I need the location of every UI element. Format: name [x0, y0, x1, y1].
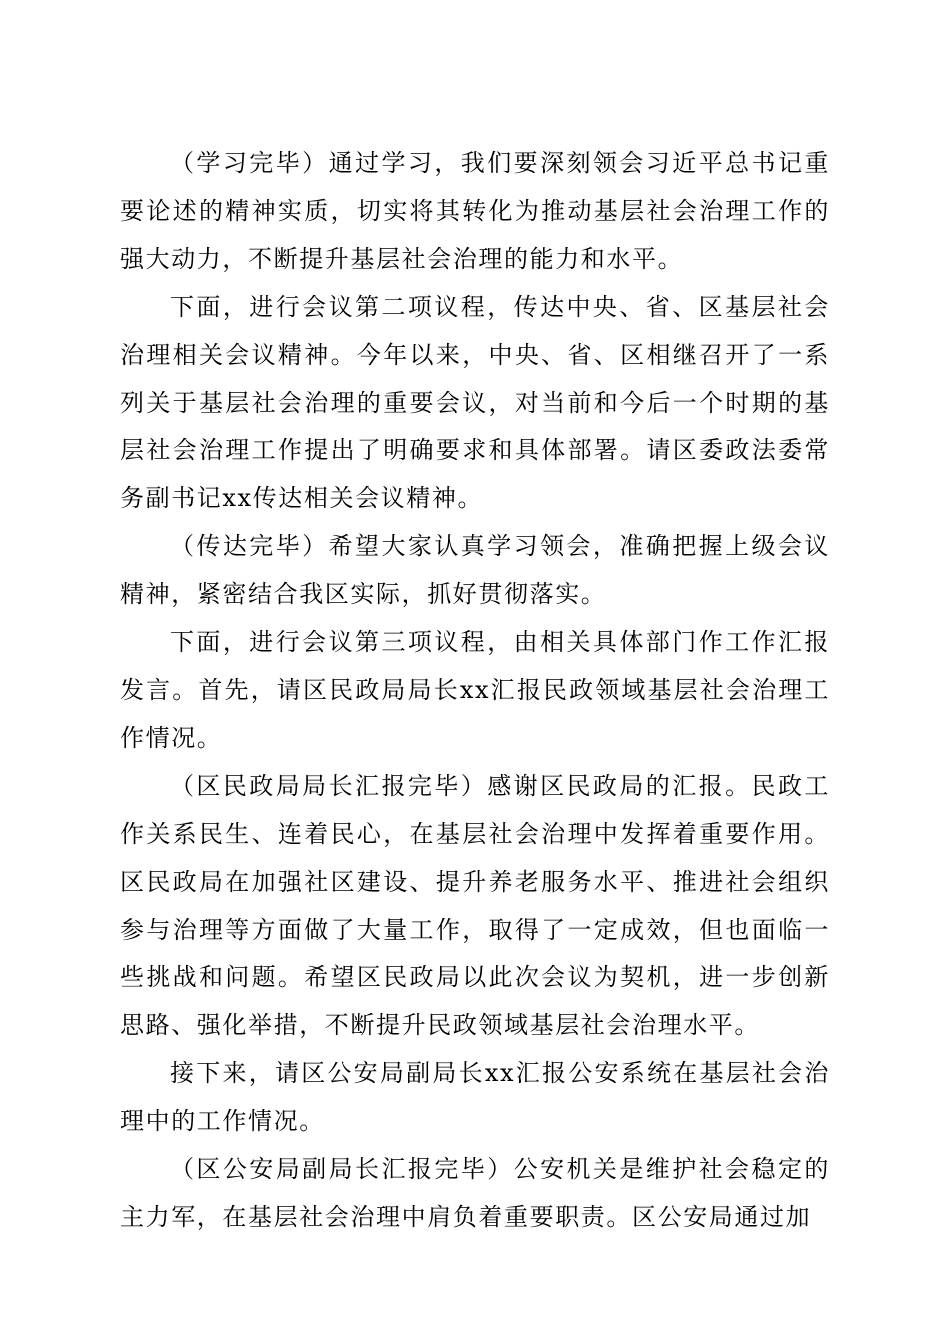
paragraph-agenda-three: 下面，进行会议第三项议程，由相关具体部门作工作汇报发言。首先，请区民政局局长xx汇报民政领域基层社会治理工作情况。	[120, 628, 830, 752]
paragraph-civil-affairs-report: （区民政局局长汇报完毕）感谢区民政局的汇报。民政工作关系民生、连着民心，在基层社会治理中发挥着重要作用。区民政局在加强社区建设、提升养老服务水平、推进社会组织参与治理等方面做了大量工作，取得了一定成效，但也面临一些挑战和问题。希望区民政局以此次会议为契机，进一步创新思路、强化举措，不断提升民政领域基层社会治理水平。	[120, 771, 830, 1040]
paragraph-study-complete: （学习完毕）通过学习，我们要深刻领会习近平总书记重要论述的精神实质，切实将其转化为推动基层社会治理工作的强大动力，不断提升基层社会治理的能力和水平。	[120, 149, 830, 273]
document-page	[120, 140, 830, 1242]
paragraph-public-security-intro: 接下来，请区公安局副局长xx汇报公安系统在基层社会治理中的工作情况。	[120, 1059, 830, 1136]
paragraph-public-security-report: （区公安局副局长汇报完毕）公安机关是维护社会稳定的主力军，在基层社会治理中肩负着重要职责。区公安局通过加	[120, 1155, 830, 1231]
paragraph-agenda-two: 下面，进行会议第二项议程，传达中央、省、区基层社会治理相关会议精神。今年以来，中央、省、区相继召开了一系列关于基层社会治理的重要会议，对当前和今后一个时期的基层社会治理工作提出了明确要求和具体部署。请区委政法委常务副书记xx传达相关会议精神。	[120, 292, 830, 513]
paragraph-relay-complete: （传达完毕）希望大家认真学习领会，准确把握上级会议精神，紧密结合我区实际，抓好贯彻落实。	[120, 532, 830, 609]
